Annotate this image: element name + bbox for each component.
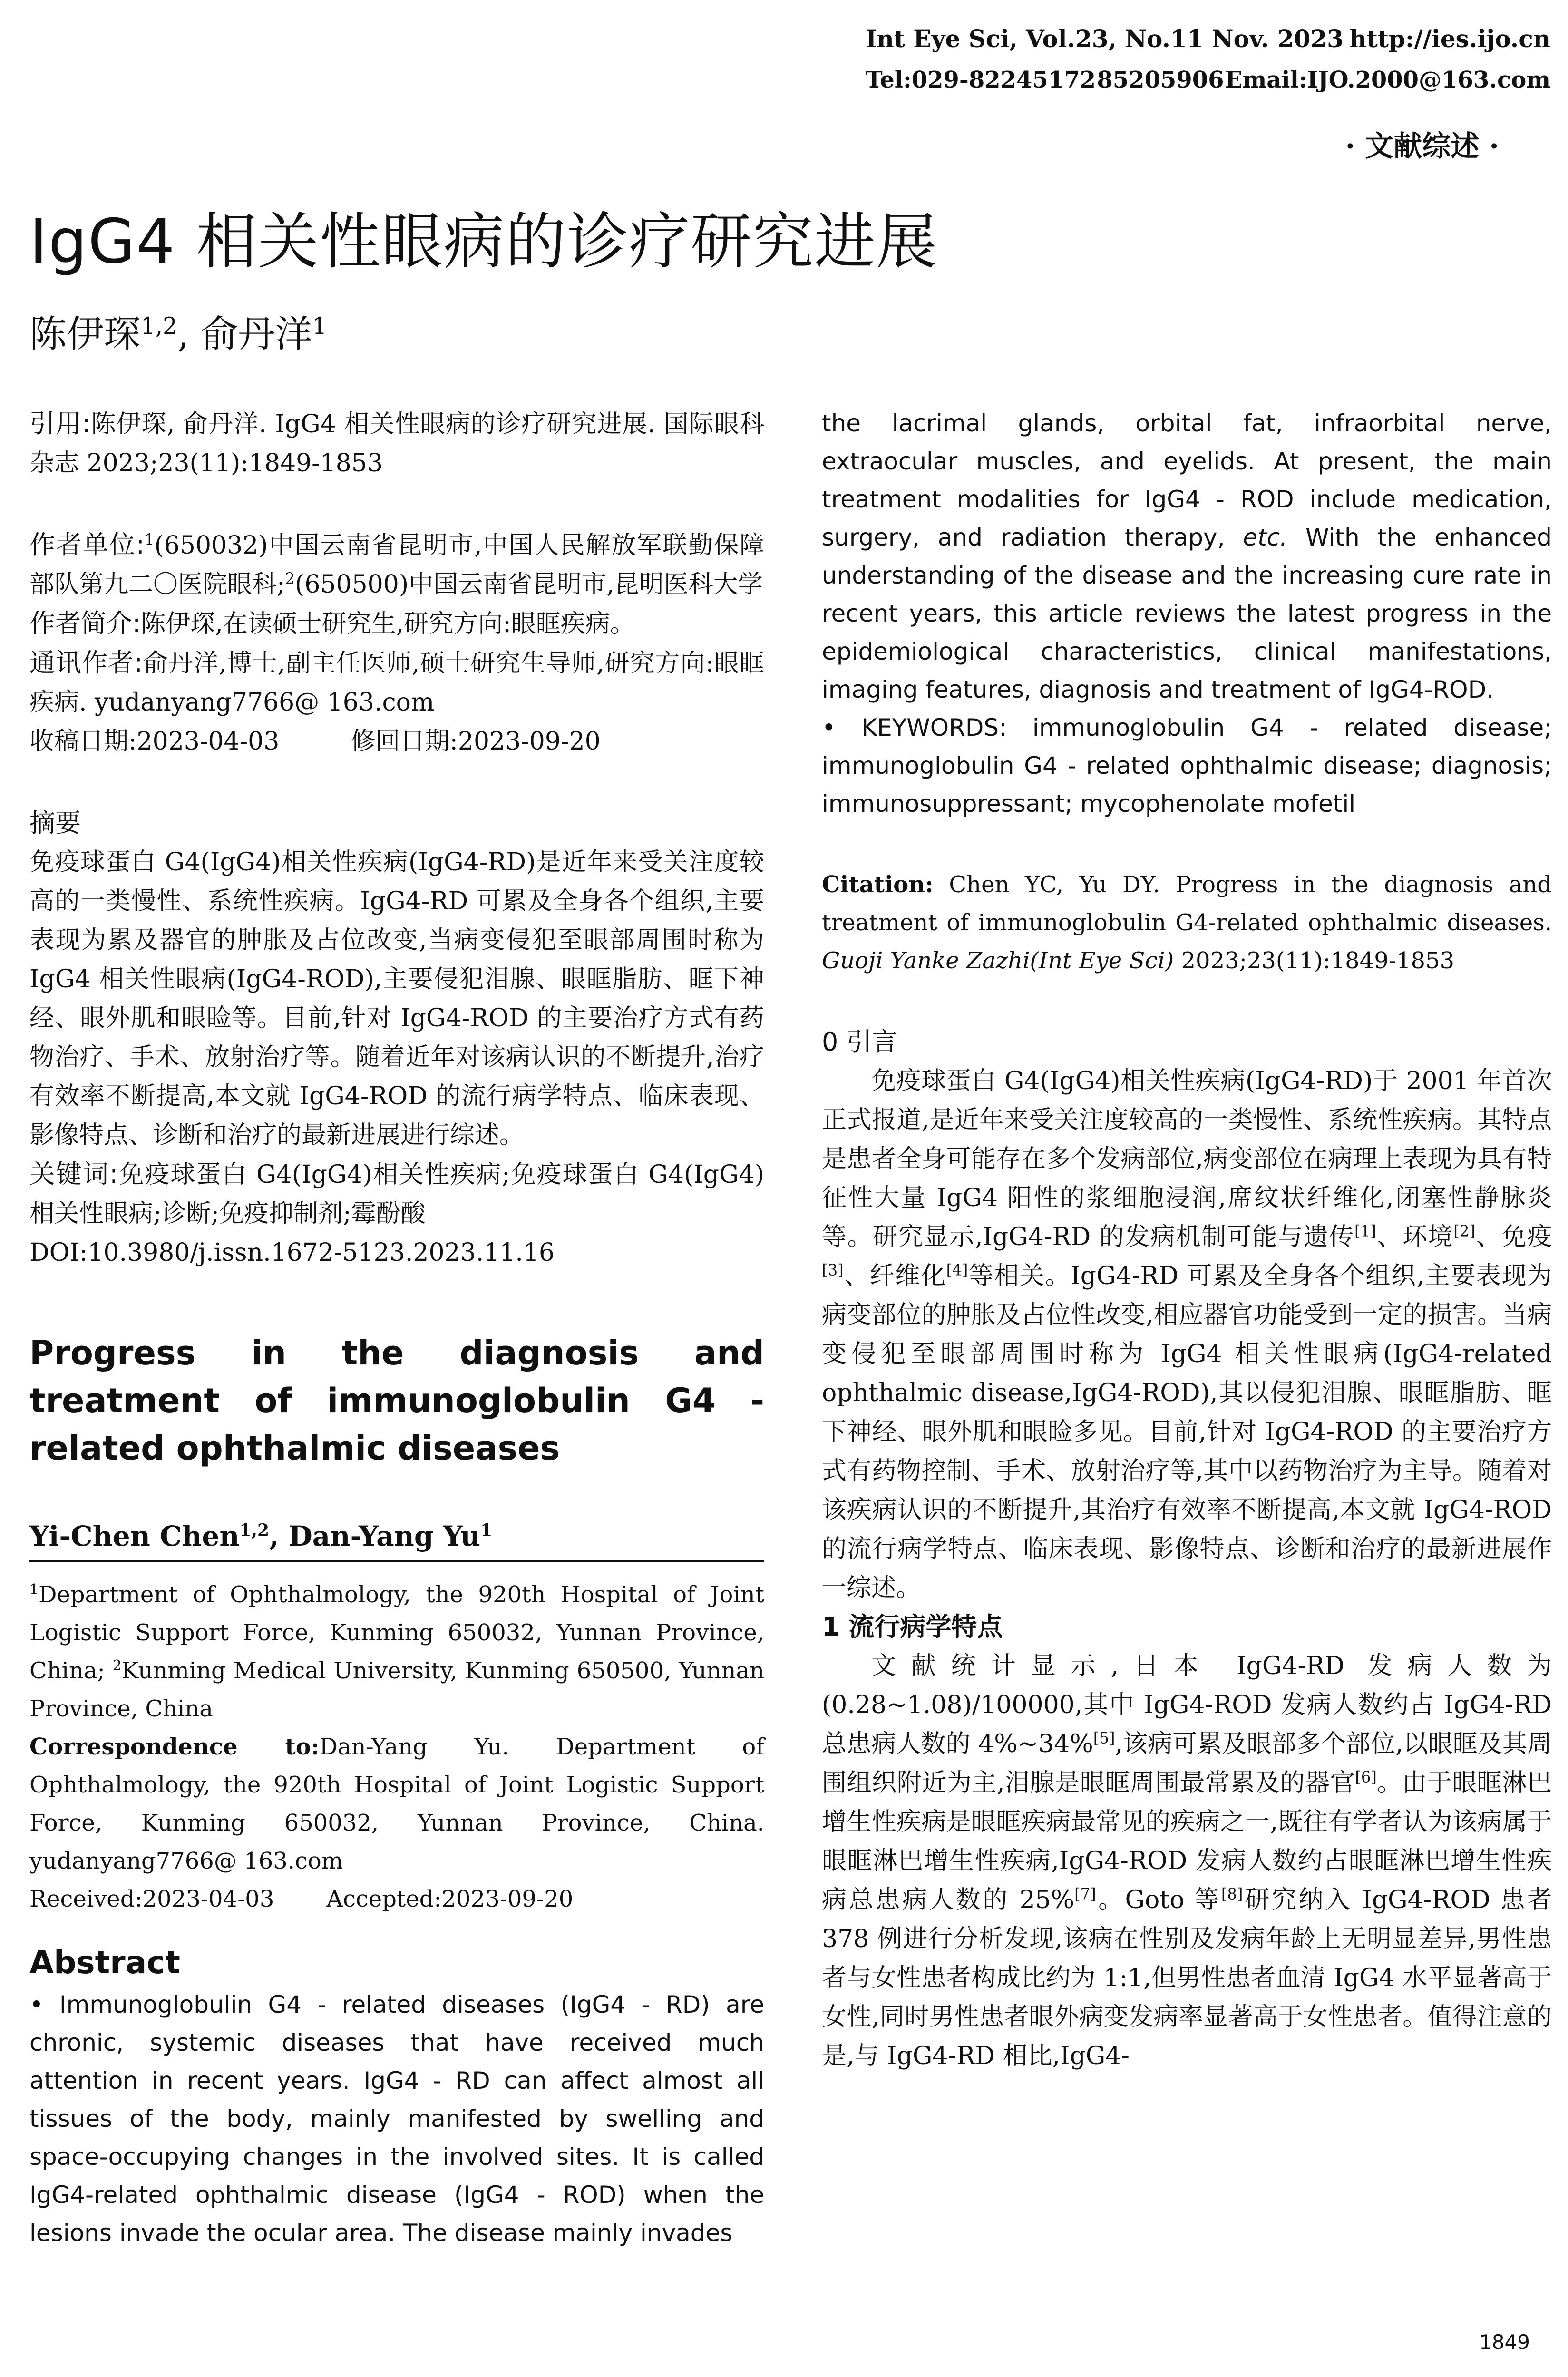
abstract-en-etc: etc. xyxy=(1243,524,1288,551)
reference-marker[interactable]: [4] xyxy=(946,1261,968,1279)
doi[interactable]: DOI:10.3980/j.issn.1672-5123.2023.11.16 xyxy=(29,1238,555,1267)
author-line-cn xyxy=(29,304,327,358)
dates-cn xyxy=(29,722,764,761)
profile-cn-label: 作者简介: xyxy=(29,608,141,638)
section1-text: 文献统计显示,日本 IgG4-RD 发病人数为(0.28~1.08)/100000,其中 IgG4-ROD 发病人数约占 IgG4-RD 总患病人数的 4%~34% xyxy=(822,1652,1552,1758)
abstract-en-heading: Abstract xyxy=(29,1944,180,1981)
correspondence-cn xyxy=(29,643,764,722)
intro-text: 、纤维化 xyxy=(843,1262,946,1290)
affiliation-en-1: Department of Ophthalmology, the 920th Hospital of Joint Logistic Support Force, Kunming 650032, Yunnan Province, China; xyxy=(29,1581,764,1684)
section1-text: 研究纳入 IgG4-ROD 患者 378 例进行分析发现,该病在性别及发病年龄上无明显差异,男性患者与女性患者构成比约为 1:1,但男性患者血清 IgG4 水平显著高于女性,同时男性患者眼外病变发病率显著高于女性患者。值得注意的是,与 IgG4-RD 相比,IgG4- xyxy=(822,1886,1552,2070)
received-date-cn: 收稿日期:2023-04-03 xyxy=(29,727,280,756)
author-separator: , xyxy=(269,1520,289,1552)
affiliation-en-2: Kunming Medical University, Kunming 650500, Yunnan Province, China xyxy=(29,1657,765,1722)
abstract-en-part1: • Immunoglobulin G4 - related diseases (IgG4 - RD) are chronic, systemic diseases that have received much attention in recent years. IgG4 - RD can affect almost all tissues of the body, mainly manifested by swelling and space-occupying changes in the involved sites. It is called IgG4-related ophthalmic disease (IgG4 - ROD) when the lesions invade the ocular area. The disease mainly invades xyxy=(29,1991,764,2247)
abstract-cn-heading: 摘要 xyxy=(29,808,81,838)
journal-email[interactable]: Email:IJO.2000@163.com xyxy=(1225,67,1550,93)
page-number: 1849 xyxy=(1479,2330,1530,2354)
affiliation-sup: 2 xyxy=(285,569,295,588)
reference-marker[interactable]: [1] xyxy=(1354,1222,1376,1240)
received-date-en: Received:2023-04-03 xyxy=(29,1886,274,1912)
keywords-en-text: immunoglobulin G4 - related disease; immunoglobulin G4 - related ophthalmic disease; diagnosis; immunosuppressant; mycophenolate mofetil xyxy=(822,714,1552,818)
keywords-cn-text: 免疫球蛋白 G4(IgG4)相关性疾病;免疫球蛋白 G4(IgG4)相关性眼病;诊断;免疫抑制剂;霉酚酸 xyxy=(29,1160,764,1228)
correspondence-en-label: Correspondence to: xyxy=(29,1734,320,1760)
abstract-cn-text: 免疫球蛋白 G4(IgG4)相关性疾病(IgG4-RD)是近年来受关注度较高的一类慢性、系统性疾病。IgG4-RD 可累及全身各个组织,主要表现为累及器官的肿胀及占位改变,当病变侵犯至眼部周围时称为 IgG4 相关性眼病(IgG4-ROD),主要侵犯泪腺、眼眶脂肪、眶下神经、眼外肌和眼睑等。目前,针对 IgG4-ROD 的主要治疗方式有药物治疗、手术、放射治疗等。随着近年对该病认识的不断提升,治疗有效率不断提高,本文就 IgG4-ROD 的流行病学特点、临床表现、影像特点、诊断和治疗的最新进展进行综述。 xyxy=(29,848,764,1150)
author-name-en: Yi-Chen Chen xyxy=(29,1520,240,1552)
citation-en-label: Citation: xyxy=(822,871,934,898)
citation-cn xyxy=(29,404,764,483)
affiliation-cn-part1: (650032)中国云南省昆明市,中国人民解放军联勤保障部队第九二〇医院眼科; xyxy=(29,531,765,599)
author-affiliation-sup: 1 xyxy=(312,313,327,340)
profile-cn-text: 陈伊琛,在读硕士研究生,研究方向:眼眶疾病。 xyxy=(141,610,635,638)
journal-url[interactable]: http://ies.ijo.cn xyxy=(1349,25,1550,53)
revised-date-cn: 修回日期:2023-09-20 xyxy=(351,727,601,756)
citation-cn-label: 引用: xyxy=(29,409,91,438)
left-column xyxy=(29,404,764,2252)
correspondence-cn-text: 俞丹洋,博士,副主任医师,硕士研究生导师,研究方向:眼眶疾病. yudanyang7766@ 163.com xyxy=(29,649,764,717)
affiliation-en xyxy=(29,1576,764,1728)
section1-text: 。由于眼眶淋巴增生性疾病是眼眶疾病最常见的疾病之一,既往有学者认为该病属于眼眶淋巴增生性疾病,IgG4-ROD 发病人数约占眼眶淋巴增生性疾病总患病人数的 25% xyxy=(822,1769,1552,1914)
author-affiliation-sup: 1,2 xyxy=(141,313,177,340)
journal-header-line1 xyxy=(866,25,1550,53)
keywords-cn xyxy=(29,1155,764,1233)
keywords-cn-label: 关键词: xyxy=(29,1159,118,1189)
profile-cn xyxy=(29,604,764,643)
divider xyxy=(29,1560,764,1562)
affiliation-sup: 1 xyxy=(29,1581,39,1598)
keywords-en-label: • KEYWORDS: xyxy=(822,714,1007,741)
author-affiliation-sup: 1 xyxy=(480,1520,493,1540)
section-tag: · 文献综述 · xyxy=(1345,130,1499,163)
journal-fax: 85205906 xyxy=(1097,67,1224,93)
section1-paragraph xyxy=(822,1646,1552,2075)
author-name: 陈伊琛 xyxy=(29,313,141,356)
journal-tel: Tel:029-82245172 xyxy=(866,67,1096,93)
author-separator: , xyxy=(177,313,201,356)
affiliation-cn xyxy=(29,526,764,604)
citation-en xyxy=(822,866,1552,980)
affiliation-sup: 2 xyxy=(112,1657,122,1674)
reference-marker[interactable]: [3] xyxy=(822,1261,844,1279)
keywords-en xyxy=(822,709,1552,823)
journal-info: Int Eye Sci, Vol.23, No.11 Nov. 2023 xyxy=(866,25,1344,53)
dates-en xyxy=(29,1880,764,1918)
intro-heading: 0 引言 xyxy=(822,1027,898,1057)
author-affiliation-sup: 1,2 xyxy=(239,1520,270,1540)
article-title: IgG4 相关性眼病的诊疗研究进展 xyxy=(29,206,938,277)
correspondence-cn-label: 通讯作者: xyxy=(29,648,143,678)
reference-marker[interactable]: [7] xyxy=(1074,1885,1096,1903)
affiliation-cn-label: 作者单位: xyxy=(29,530,145,560)
reference-marker[interactable]: [6] xyxy=(1355,1768,1377,1786)
section1-text: 。Goto 等 xyxy=(1096,1886,1221,1914)
citation-en-journal: Guoji Yanke Zazhi(Int Eye Sci) xyxy=(822,947,1174,974)
reference-marker[interactable]: [5] xyxy=(1093,1729,1115,1747)
affiliation-cn-part2: (650500)中国云南省昆明市,昆明医科大学 xyxy=(295,570,763,599)
right-column xyxy=(822,404,1552,2075)
reference-marker[interactable]: [8] xyxy=(1221,1885,1243,1903)
section1-text: ,该病可累及眼部多个部位,以眼眶及其周围组织附近为主,泪腺是眼眶周围最常累及的器官 xyxy=(822,1730,1552,1797)
abstract-en-text: With the enhanced understanding of the disease and the increasing cure rate in recent years, this article reviews the latest progress in the epidemiological characteristics, clinical manifestations, imaging features, diagnosis and treatment of IgG4-ROD. xyxy=(822,524,1552,703)
citation-en-tail: 2023;23(11):1849-1853 xyxy=(1181,947,1455,974)
intro-text: 、免疫 xyxy=(1475,1223,1552,1251)
author-line-en xyxy=(29,1515,764,1558)
citation-cn-text: 陈伊琛, 俞丹洋. IgG4 相关性眼病的诊疗研究进展. 国际眼科杂志 2023;23(11):1849-1853 xyxy=(29,410,764,477)
accepted-date-en: Accepted:2023-09-20 xyxy=(326,1886,574,1912)
section1-heading: 1 流行病学特点 xyxy=(822,1612,1003,1642)
citation-en-text: Chen YC, Yu DY. Progress in the diagnosis and treatment of immunoglobulin G4-related ophthalmic diseases. xyxy=(822,871,1552,936)
abstract-en-part2 xyxy=(822,404,1552,709)
reference-marker[interactable]: [2] xyxy=(1453,1222,1476,1240)
correspondence-en-text: Dan-Yang Yu. Department of Ophthalmology, the 920th Hospital of Joint Logistic Support Force, Kunming 650032, Yunnan Province, China. yudanyang7766@ 163.com xyxy=(29,1734,764,1874)
abstract-en-text: the lacrimal glands, orbital fat, infraorbital nerve, extraocular muscles, and eyelids. At present, the main treatment modalities for IgG4 - ROD include medication, surgery, and radiation therapy, xyxy=(822,409,1552,551)
author-name-en: Dan-Yang Yu xyxy=(288,1520,481,1552)
intro-text: 等相关。IgG4-RD 可累及全身各个组织,主要表现为病变部位的肿胀及占位性改变,相应器官功能受到一定的损害。当病变侵犯至眼部周围时称为 IgG4 相关性眼病(IgG4-related ophthalmic disease,IgG4-ROD),其以侵犯泪腺、眼眶脂肪、眶下神经、眼外肌和眼睑多见。目前,针对 IgG4-ROD 的主要治疗方式有药物控制、手术、放射治疗等,其中以药物治疗为主导。随着对该疾病认识的不断提升,其治疗有效率不断提高,本文就 IgG4-ROD 的流行病学特点、临床表现、影像特点、诊断和治疗的最新进展作一综述。 xyxy=(822,1262,1552,1602)
english-title: Progress in the diagnosis and treatment of immunoglobulin G4 - related ophthalmic diseases xyxy=(29,1334,764,1468)
author-name: 俞丹洋 xyxy=(201,313,312,356)
journal-header-line2 xyxy=(866,67,1550,93)
correspondence-en xyxy=(29,1728,764,1880)
intro-text: 免疫球蛋白 G4(IgG4)相关性疾病(IgG4-RD)于 2001 年首次正式报道,是近年来受关注度较高的一类慢性、系统性疾病。其特点是患者全身可能存在多个发病部位,病变部位在病理上表现为具有特征性大量 IgG4 阳性的浆细胞浸润,席纹状纤维化,闭塞性静脉炎等。研究显示,IgG4-RD 的发病机制可能与遗传 xyxy=(822,1067,1552,1251)
intro-paragraph xyxy=(822,1062,1552,1607)
intro-text: 、环境 xyxy=(1376,1223,1454,1251)
affiliation-sup: 1 xyxy=(144,530,155,549)
